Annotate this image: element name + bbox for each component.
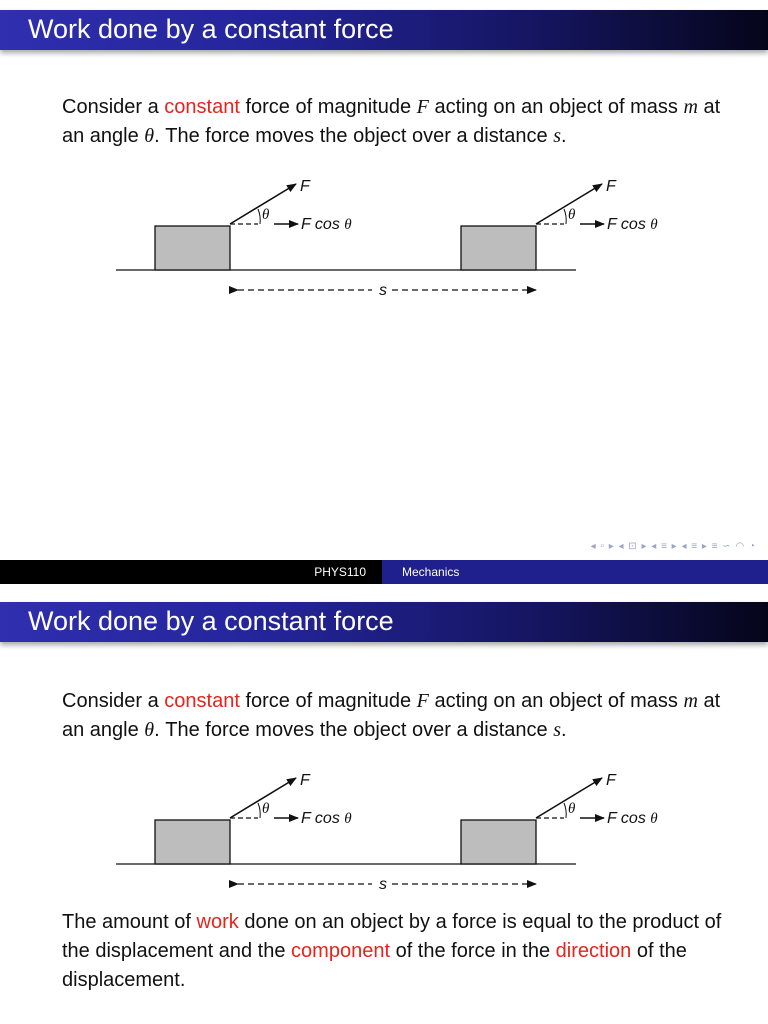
footer-section bbox=[382, 560, 768, 584]
distance-label: s bbox=[379, 282, 387, 299]
text-run: . The force moves the object over a distance bbox=[154, 719, 554, 741]
distance-label: s bbox=[379, 876, 387, 893]
text-run: force of magnitude bbox=[239, 690, 417, 712]
force-diagram bbox=[0, 766, 768, 896]
angle-arc-right bbox=[564, 209, 566, 224]
highlight-work: work bbox=[196, 911, 239, 933]
footer-bar bbox=[0, 560, 768, 584]
slide-title: Work done by a constant force bbox=[28, 14, 394, 44]
highlight-constant: constant bbox=[164, 96, 240, 118]
text-run: Consider a bbox=[62, 690, 165, 712]
block-left bbox=[155, 820, 230, 864]
intro-paragraph bbox=[62, 687, 742, 745]
text-run: Consider a bbox=[62, 96, 165, 118]
text-run: of the force in the bbox=[390, 940, 556, 962]
block-right bbox=[461, 820, 536, 864]
text-run: of the displacement. bbox=[62, 940, 687, 991]
component-label-left: F cos θ bbox=[301, 216, 352, 233]
var-s: s bbox=[553, 125, 562, 147]
theta-label-right: θ bbox=[568, 207, 576, 223]
var-f: F bbox=[416, 690, 429, 712]
beamer-navigation[interactable]: ◂ ▫ ▸ ◂ ⊡ ▸ ◂ ≡ ▸ ◂ ≡ ▸ ≡ ∽ ◠ ◔ bbox=[590, 541, 756, 552]
angle-arc-right bbox=[564, 803, 566, 818]
force-diagram bbox=[0, 172, 768, 302]
text-run: at an angle bbox=[62, 690, 721, 741]
var-m: m bbox=[683, 96, 698, 118]
section-label: Mechanics bbox=[402, 565, 460, 579]
highlight-constant: constant bbox=[164, 690, 240, 712]
slide-2 bbox=[0, 594, 768, 1024]
var-theta: θ bbox=[144, 125, 155, 147]
force-label-right: F bbox=[606, 772, 616, 789]
var-s: s bbox=[553, 719, 562, 741]
force-label-right: F bbox=[606, 178, 616, 195]
highlight-component: component bbox=[291, 940, 391, 962]
text-run: at an angle bbox=[62, 96, 721, 147]
course-label: PHYS110 bbox=[314, 565, 366, 579]
theta-label-right: θ bbox=[568, 801, 576, 817]
component-label-right: F cos θ bbox=[607, 216, 658, 233]
text-run: . bbox=[561, 125, 567, 147]
force-label-left: F bbox=[300, 178, 310, 195]
text-run: . bbox=[561, 719, 567, 741]
text-run: acting on an object of mass bbox=[428, 96, 684, 118]
var-m: m bbox=[683, 690, 698, 712]
text-run: The amount of bbox=[62, 911, 197, 933]
component-label-left: F cos θ bbox=[301, 810, 352, 827]
slide-title: Work done by a constant force bbox=[28, 606, 394, 636]
highlight-direction: direction bbox=[555, 940, 632, 962]
angle-arc-left bbox=[258, 209, 260, 224]
text-run: done on an object by a force is equal to the product of the displacement and the bbox=[62, 911, 722, 962]
angle-arc-left bbox=[258, 803, 260, 818]
theta-label-left: θ bbox=[262, 801, 270, 817]
block-right bbox=[461, 226, 536, 270]
block-left bbox=[155, 226, 230, 270]
component-label-right: F cos θ bbox=[607, 810, 658, 827]
force-label-left: F bbox=[300, 772, 310, 789]
text-run: . The force moves the object over a distance bbox=[154, 125, 554, 147]
footer-course bbox=[0, 560, 382, 584]
conclusion-paragraph bbox=[62, 908, 742, 995]
var-theta: θ bbox=[144, 719, 155, 741]
title-bar bbox=[0, 602, 768, 642]
var-f: F bbox=[416, 96, 429, 118]
text-run: force of magnitude bbox=[239, 96, 417, 118]
theta-label-left: θ bbox=[262, 207, 270, 223]
text-run: acting on an object of mass bbox=[428, 690, 684, 712]
intro-paragraph bbox=[62, 93, 742, 151]
title-bar bbox=[0, 10, 768, 50]
